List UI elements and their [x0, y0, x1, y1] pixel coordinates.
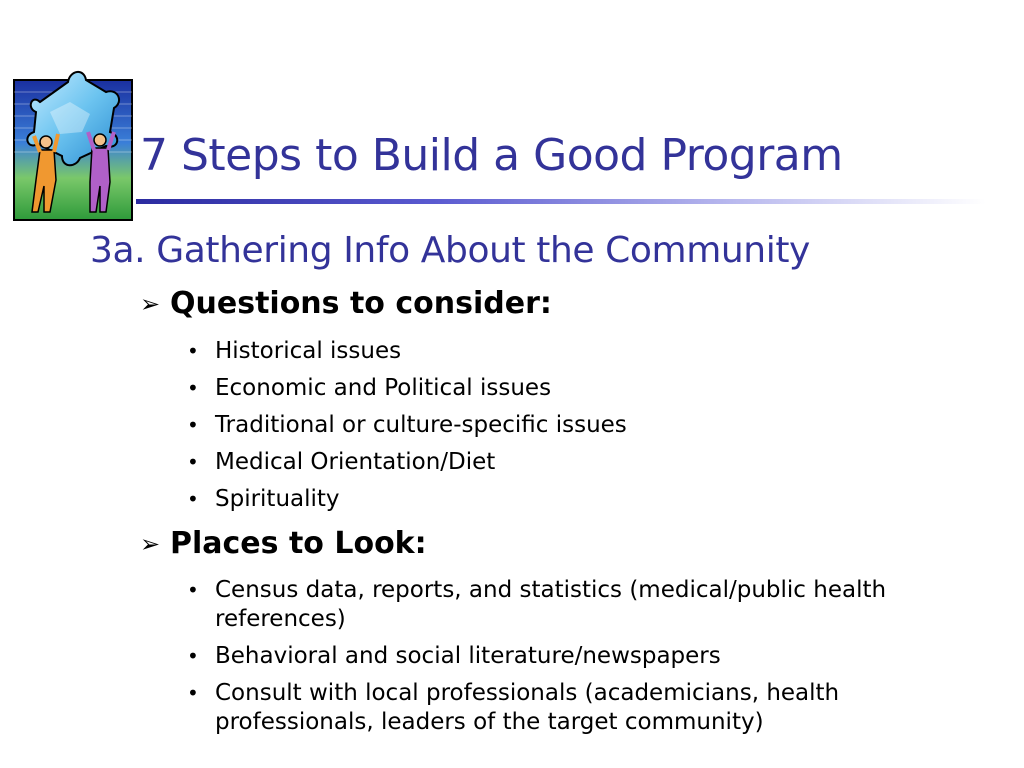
list-item-text: Historical issues: [215, 338, 402, 364]
bullet-dot-icon: •: [187, 450, 199, 474]
section-heading-questions: [140, 286, 552, 321]
list-item: [187, 642, 967, 671]
arrow-bullet-icon: ➢: [140, 289, 161, 318]
slide-subtitle: 3a. Gathering Info About the Community: [90, 230, 810, 271]
section-heading-label: Places to Look:: [170, 526, 427, 561]
list-item-text: Consult with local professionals (academicians, health professionals, leaders of the target community): [215, 680, 840, 735]
list-item: [187, 576, 967, 634]
list-item: [187, 337, 967, 366]
puzzle-piece-people-icon: [10, 62, 138, 228]
arrow-bullet-icon: ➢: [140, 529, 161, 558]
title-divider: [136, 199, 986, 204]
list-item-text: Spirituality: [215, 486, 340, 512]
section-heading-label: Questions to consider:: [170, 286, 552, 321]
list-item: [187, 679, 967, 737]
bullet-dot-icon: •: [187, 644, 199, 668]
section-heading-places: [140, 526, 427, 561]
list-item-text: Behavioral and social literature/newspapers: [215, 643, 721, 669]
bullet-dot-icon: •: [187, 681, 199, 705]
questions-list: [187, 337, 967, 522]
list-item-text: Traditional or culture-specific issues: [215, 412, 627, 438]
list-item-text: Census data, reports, and statistics (medical/public health references): [215, 577, 887, 632]
slide-title: 7 Steps to Build a Good Program: [140, 130, 843, 181]
list-item-text: Economic and Political issues: [215, 375, 552, 401]
places-list: [187, 576, 967, 745]
bullet-dot-icon: •: [187, 487, 199, 511]
list-item: [187, 485, 967, 514]
bullet-dot-icon: •: [187, 339, 199, 363]
list-item: [187, 374, 967, 403]
list-item-text: Medical Orientation/Diet: [215, 449, 496, 475]
list-item: [187, 448, 967, 477]
bullet-dot-icon: •: [187, 578, 199, 602]
bullet-dot-icon: •: [187, 413, 199, 437]
bullet-dot-icon: •: [187, 376, 199, 400]
list-item: [187, 411, 967, 440]
